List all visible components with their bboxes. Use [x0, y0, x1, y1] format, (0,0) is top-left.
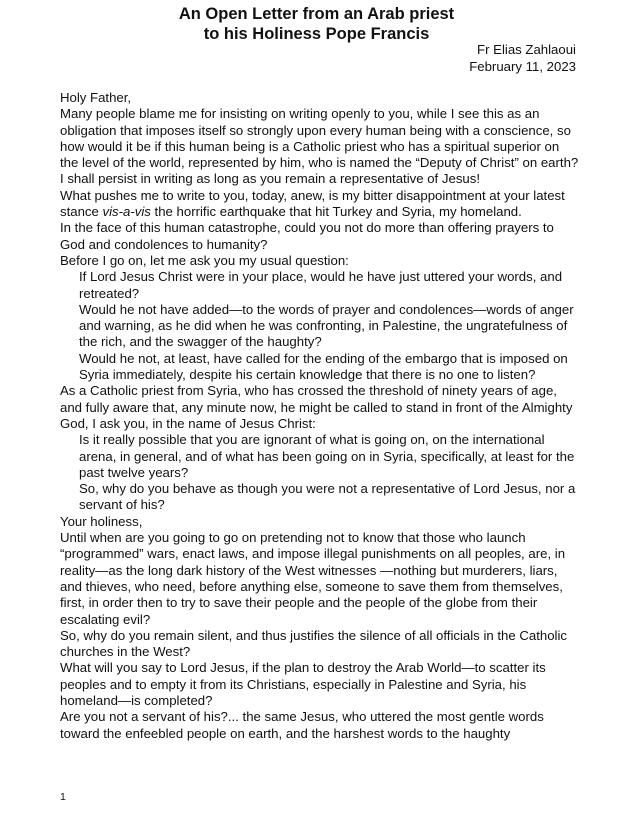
paragraph: What will you say to Lord Jesus, if the plan to destroy the Arab World—to scatter its peoples and to empty it from its Christians, especially in Palestine and Syria, his homeland—is completed? [60, 660, 546, 708]
paragraph-text: the horrific earthquake that hit Turkey and Syria, my homeland. [150, 204, 522, 220]
page-number: 1 [60, 791, 66, 803]
paragraph: Before I go on, let me ask you my usual question: [60, 252, 349, 268]
paragraph [60, 188, 580, 221]
paragraph: So, why do you remain silent, and thus justifies the silence of all officials in the Catholic churches in the West? [60, 627, 568, 660]
letter-title-line-2: to his Holiness Pope Francis [203, 25, 430, 43]
letter-body [60, 90, 580, 742]
letter-title-line-1: An Open Letter from an Arab priest [178, 5, 455, 23]
paragraph: Until when are you going to go on pretending not to know that those who launch “programmed” wars, enact laws, and impose illegal punishments on all peoples, are, in reality—as the long dark history of the West witnesses —nothing but murderers, liars, and thieves, who need, before anything else, someone to save them from themselves, first, in order then to try to save their people and the people of the globe from their escalating evil? [60, 530, 566, 627]
paragraph: As a Catholic priest from Syria, who has crossed the threshold of ninety years of age, and fully aware that, any minute now, he might be called to stand in front of the Almighty God, I ask you, in the name of Jesus Christ: [60, 383, 573, 431]
indented-question: If Lord Jesus Christ were in your place, would he have just uttered your words, and retreated? [79, 269, 563, 301]
indented-question: Would he not have added—to the words of prayer and condolences—words of anger and warning, as he did when he was confronting, in Palestine, the ungratefulness of the rich, and the swagger of the haughty? [79, 301, 574, 350]
italic-phrase: vis-a-vis [102, 204, 151, 220]
paragraph: Are you not a servant of his?... the same Jesus, who uttered the most gentle words toward the enfeebled people on earth, and the harshest words to the haughty [60, 709, 544, 741]
salutation: Holy Father, [60, 90, 132, 105]
paragraph: Many people blame me for insisting on writing openly to you, while I see this as an obligation that imposes itself so strongly upon every human being with a conscience, so how would it be if this human being is a Catholic priest who has a spiritual superior on the level of the world, represented by him, who is named the “Deputy of Christ” on earth? I shall persist in writing as long as you remain a representative of Jesus! [60, 106, 579, 187]
indented-question: Would he not, at least, have called for the ending of the embargo that is imposed on Syria immediately, despite his certain knowledge that there is no one to listen? [79, 350, 568, 383]
indented-question: So, why do you behave as though you were not a representative of Lord Jesus, nor a servant of his? [79, 481, 576, 513]
salutation: Your holiness, [60, 513, 143, 529]
letter-date: February 11, 2023 [469, 59, 576, 74]
paragraph-text: What pushes me to write to you, today, anew, is my bitter disappointment at your latest stance [60, 187, 565, 220]
paragraph: In the face of this human catastrophe, could you not do more than offering prayers to God and condolences to humanity? [60, 220, 554, 252]
author-name: Fr Elias Zahlaoui [477, 42, 576, 57]
indented-question: Is it really possible that you are ignorant of what is going on, on the international arena, in general, and of what has been going on in Syria, specifically, at least for the past twelve years? [79, 432, 575, 480]
